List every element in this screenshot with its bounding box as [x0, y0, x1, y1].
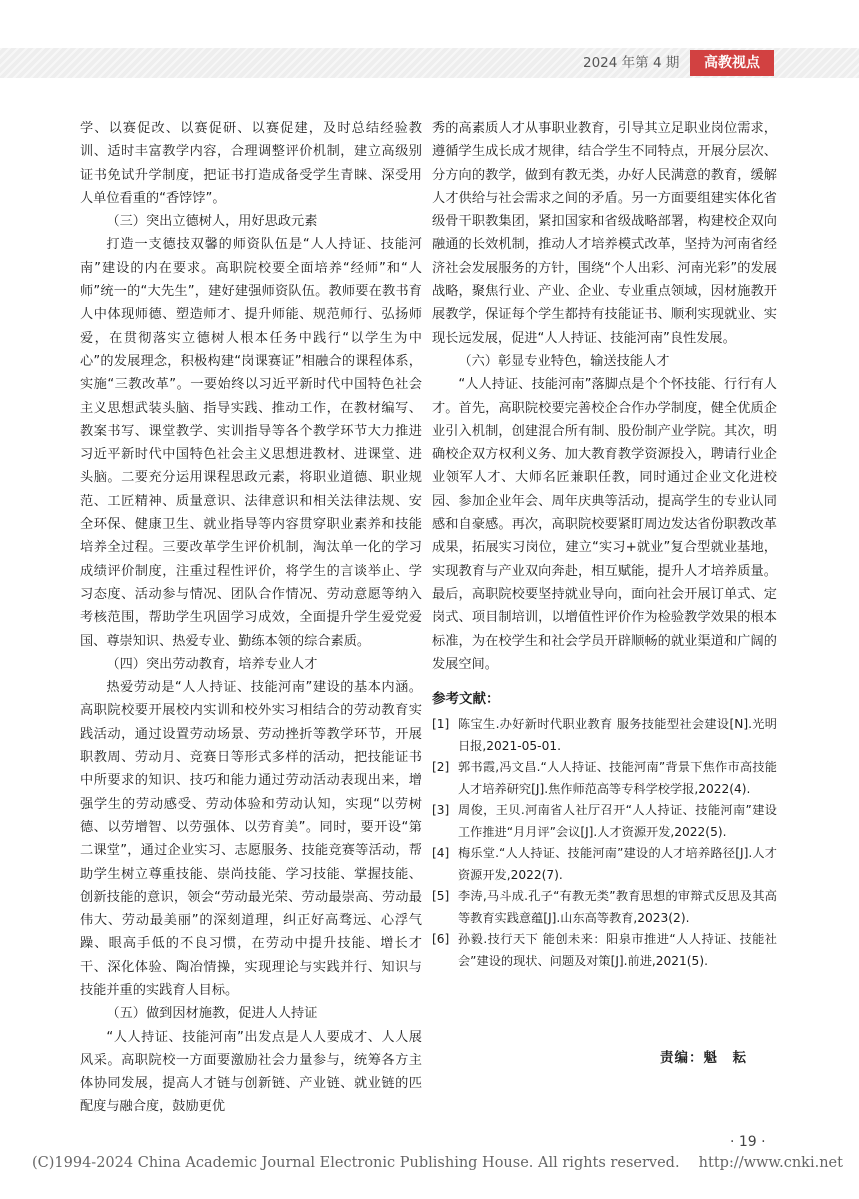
section-heading: （三）突出立德树人，用好思政元素 — [106, 214, 318, 230]
reference-text: 李涛,马斗成.孔子“有教无类”教育思想的审辩式反思及其高等教育实践意蕴[J].山东高等教育,2023(2). — [458, 889, 777, 925]
reference-number: [5] — [432, 889, 450, 904]
reference-number: [1] — [432, 717, 450, 732]
paragraph: 学、以赛促改、以赛促研、以赛促建，及时总结经验教训、适时丰富教学内容，合理调整评价机制，建立高级别证书免试升学制度，把证书打造成备受学生青睐、深受用人单位看重的“香饽饽”。 — [80, 121, 422, 206]
copyright-footer: (C)1994-2024 China Academic Journal Electronic Publishing House. All rights reserved. http://www.cnki.net — [32, 1155, 843, 1171]
references-title: 参考文献： — [432, 691, 500, 708]
reference-number: [6] — [432, 932, 450, 947]
right-column — [432, 117, 777, 972]
reference-number: [4] — [432, 846, 450, 861]
reference-text: 周俊，王贝.河南省人社厅召开“人人持证、技能河南”建设工作推进“月月评”会议[J].人才资源开发,2022(5). — [458, 803, 777, 839]
reference-number: [2] — [432, 760, 450, 775]
paragraph: “人人持证、技能河南”出发点是人人要成才、人人展风采。高职院校一方面要激励社会力量参与，统筹各方主体协同发展，提高人才链与创新链、产业链、就业链的匹配度与融合度，鼓励更优 — [80, 1029, 422, 1115]
left-column — [80, 117, 422, 1119]
reference-number: [3] — [432, 803, 450, 818]
reference-text: 郭书霞,冯文昌.“人人持证、技能河南”背景下焦作市高技能人才培养研究[J].焦作师范高等专科学校学报,2022(4). — [458, 760, 777, 796]
section-heading: （四）突出劳动教育，培养专业人才 — [106, 656, 318, 672]
issue-label: 2024 年第 4 期 — [583, 55, 680, 71]
section-heading: （六）彰显专业特色，输送技能人才 — [458, 353, 670, 369]
page-number: · 19 · — [730, 1134, 766, 1150]
section-tag: 高教视点 — [690, 50, 774, 76]
paragraph: “人人持证、技能河南”落脚点是个个怀技能、行行有人才。首先，高职院校要完善校企合作办学制度，健全优质企业引入机制，创建混合所有制、股份制产业学院。其次，明确校企双方权利义务、加大教育教学资源投入，聘请行业企业领军人才、大师名匠兼职任教，同时通过企业文化进校园、参加企业年会、周年庆典等活动，提高学生的专业认同感和自豪感。再次，高职院校要紧盯周边发达省份职教改革成果，拓展实习岗位，建立“实习+就业”复合型就业基地，实现教育与产业双向奔赴，相互赋能，提升人才培养质量。最后，高职院校要坚持就业导向，面向社会开展订单式、定岗式、项目制培训，以增值性评价作为检验教学效果的根本标准，为在校学生和社会学员开辟顺畅的就业渠道和广阔的发展空间。 — [432, 377, 777, 672]
reference-item — [432, 800, 777, 843]
reference-text: 孙毅.技行天下 能创未来：阳泉市推进“人人持证、技能社会”建设的现状、问题及对策[J].前进,2021(5). — [458, 932, 777, 968]
paragraph: 热爱劳动是“人人持证、技能河南”建设的基本内涵。高职院校要开展校内实训和校外实习相结合的劳动教育实践活动，通过设置劳动场景、劳动挫折等教学环节，开展职教周、劳动月、竞赛日等形式多样的活动，把技能证书中所要求的知识、技巧和能力通过劳动活动表现出来，增强学生的劳动感受、劳动体验和劳动认知，实现“以劳树德、以劳增智、以劳强体、以劳育美”。同时，要开设“第二课堂”，通过企业实习、志愿服务、技能竞赛等活动，帮助学生树立尊重技能、崇尚技能、学习技能、掌握技能、创新技能的意识，领会“劳动最光荣、劳动最崇高、劳动最伟大、劳动最美丽”的深刻道理，纠正好高骛远、心浮气躁、眼高手低的不良习惯，在劳动中提升技能、增长才干、深化体验、陶冶情操，实现理论与实践并行、知识与技能并重的实践育人目标。 — [80, 680, 422, 998]
reference-item — [432, 714, 777, 757]
reference-item — [432, 843, 777, 886]
reference-item — [432, 886, 777, 929]
paragraph: 秀的高素质人才从事职业教育，引导其立足职业岗位需求，遵循学生成长成才规律，结合学生不同特点，开展分层次、分方向的教学，做到有教无类，办好人民满意的教育，缓解人才供给与社会需求之间的矛盾。另一方面要组建实体化省级骨干职教集团，紧扣国家和省级战略部署，构建校企双向融通的长效机制，推动人才培养模式改革，坚持为河南省经济社会发展服务的方针，围绕“个人出彩、河南光彩”的发展战略，聚焦行业、产业、企业、专业重点领域，因材施教开展教学，保证每个学生都持有技能证书、顺利实现就业、实现长远发展，促进“人人持证、技能河南”良性发展。 — [432, 121, 777, 346]
reference-item — [432, 929, 777, 972]
editor-credit: 责编：魁 耘 — [660, 1050, 747, 1066]
section-heading: （五）做到因材施教，促进人人持证 — [106, 1006, 318, 1022]
reference-item — [432, 757, 777, 800]
reference-text: 梅乐堂.“人人持证、技能河南”建设的人才培养路径[J].人才资源开发,2022(7). — [458, 846, 777, 882]
reference-text: 陈宝生.办好新时代职业教育 服务技能型社会建设[N].光明日报,2021-05-01. — [458, 717, 777, 753]
paragraph: 打造一支德技双馨的师资队伍是“人人持证、技能河南”建设的内在要求。高职院校要全面培养“经师”和“人师”统一的“大先生”，建好建强师资队伍。教师要在教书育人中体现师德、塑造师才、提升师能、规范师行、弘扬师爱，在贯彻落实立德树人根本任务中践行“以学生为中心”的发展理念，积极构建“岗课赛证”相融合的课程体系，实施“三教改革”。一要始终以习近平新时代中国特色社会主义思想武装头脑、指导实践、推动工作，在教材编写、教案书写、课堂教学、实训指导等各个教学环节大力推进习近平新时代中国特色社会主义思想进教材、进课堂、进头脑。二要充分运用课程思政元素，将职业道德、职业规范、工匠精神、质量意识、法律意识和相关法律法规、安全环保、健康卫生、就业指导等内容贯穿职业素养和技能培养全过程。三要改革学生评价机制，淘汰单一化的学习成绩评价制度，注重过程性评价，将学生的言谈举止、学习态度、活动参与情况、团队合作情况、劳动意愿等纳入考核范围，帮助学生巩固学习成效，全面提升学生爱党爱国、尊崇知识、热爱专业、勤练本领的综合素质。 — [80, 237, 422, 649]
